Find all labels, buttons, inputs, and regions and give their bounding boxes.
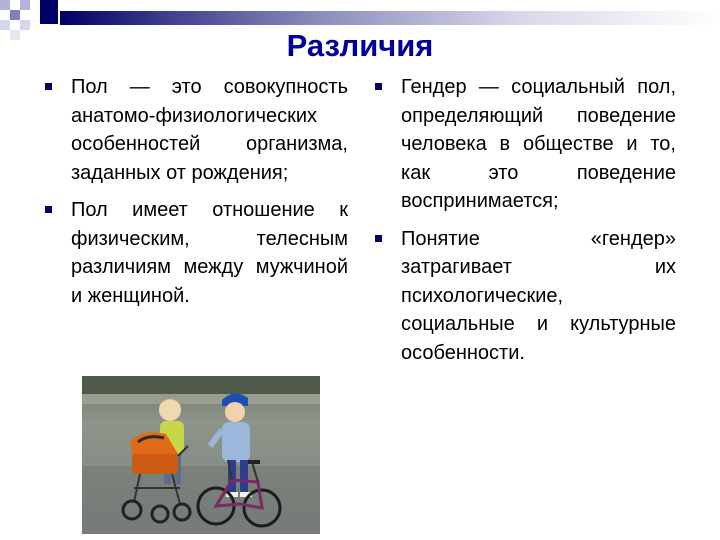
slide-title: Различия	[286, 28, 434, 63]
square-bullet-icon	[375, 83, 382, 90]
children-photo	[82, 376, 320, 534]
bullet-text: Пол — это совокупность анатомо-физиологических особенностей организма, заданных от рождения;	[71, 76, 348, 184]
square-bullet-icon	[45, 206, 52, 213]
list-item	[44, 73, 348, 187]
bullet-text: Гендер — социальный пол, определяющий поведение человека в обществе и то, как это поведение воспринимается;	[401, 76, 676, 212]
right-bullet-list	[374, 73, 676, 376]
list-item	[374, 225, 676, 368]
bullet-text: Пол имеет отношение к физическим, телесным различиям между мужчиной и женщиной.	[71, 199, 348, 307]
square-bullet-icon	[45, 83, 52, 90]
list-item	[44, 196, 348, 310]
bullet-text: Понятие «гендер» затрагивает их психологические, социальные и культурные особенности.	[401, 227, 676, 364]
list-item	[374, 73, 676, 216]
header-gradient-bar	[60, 11, 720, 25]
left-bullet-list	[44, 73, 348, 319]
square-bullet-icon	[375, 235, 382, 242]
